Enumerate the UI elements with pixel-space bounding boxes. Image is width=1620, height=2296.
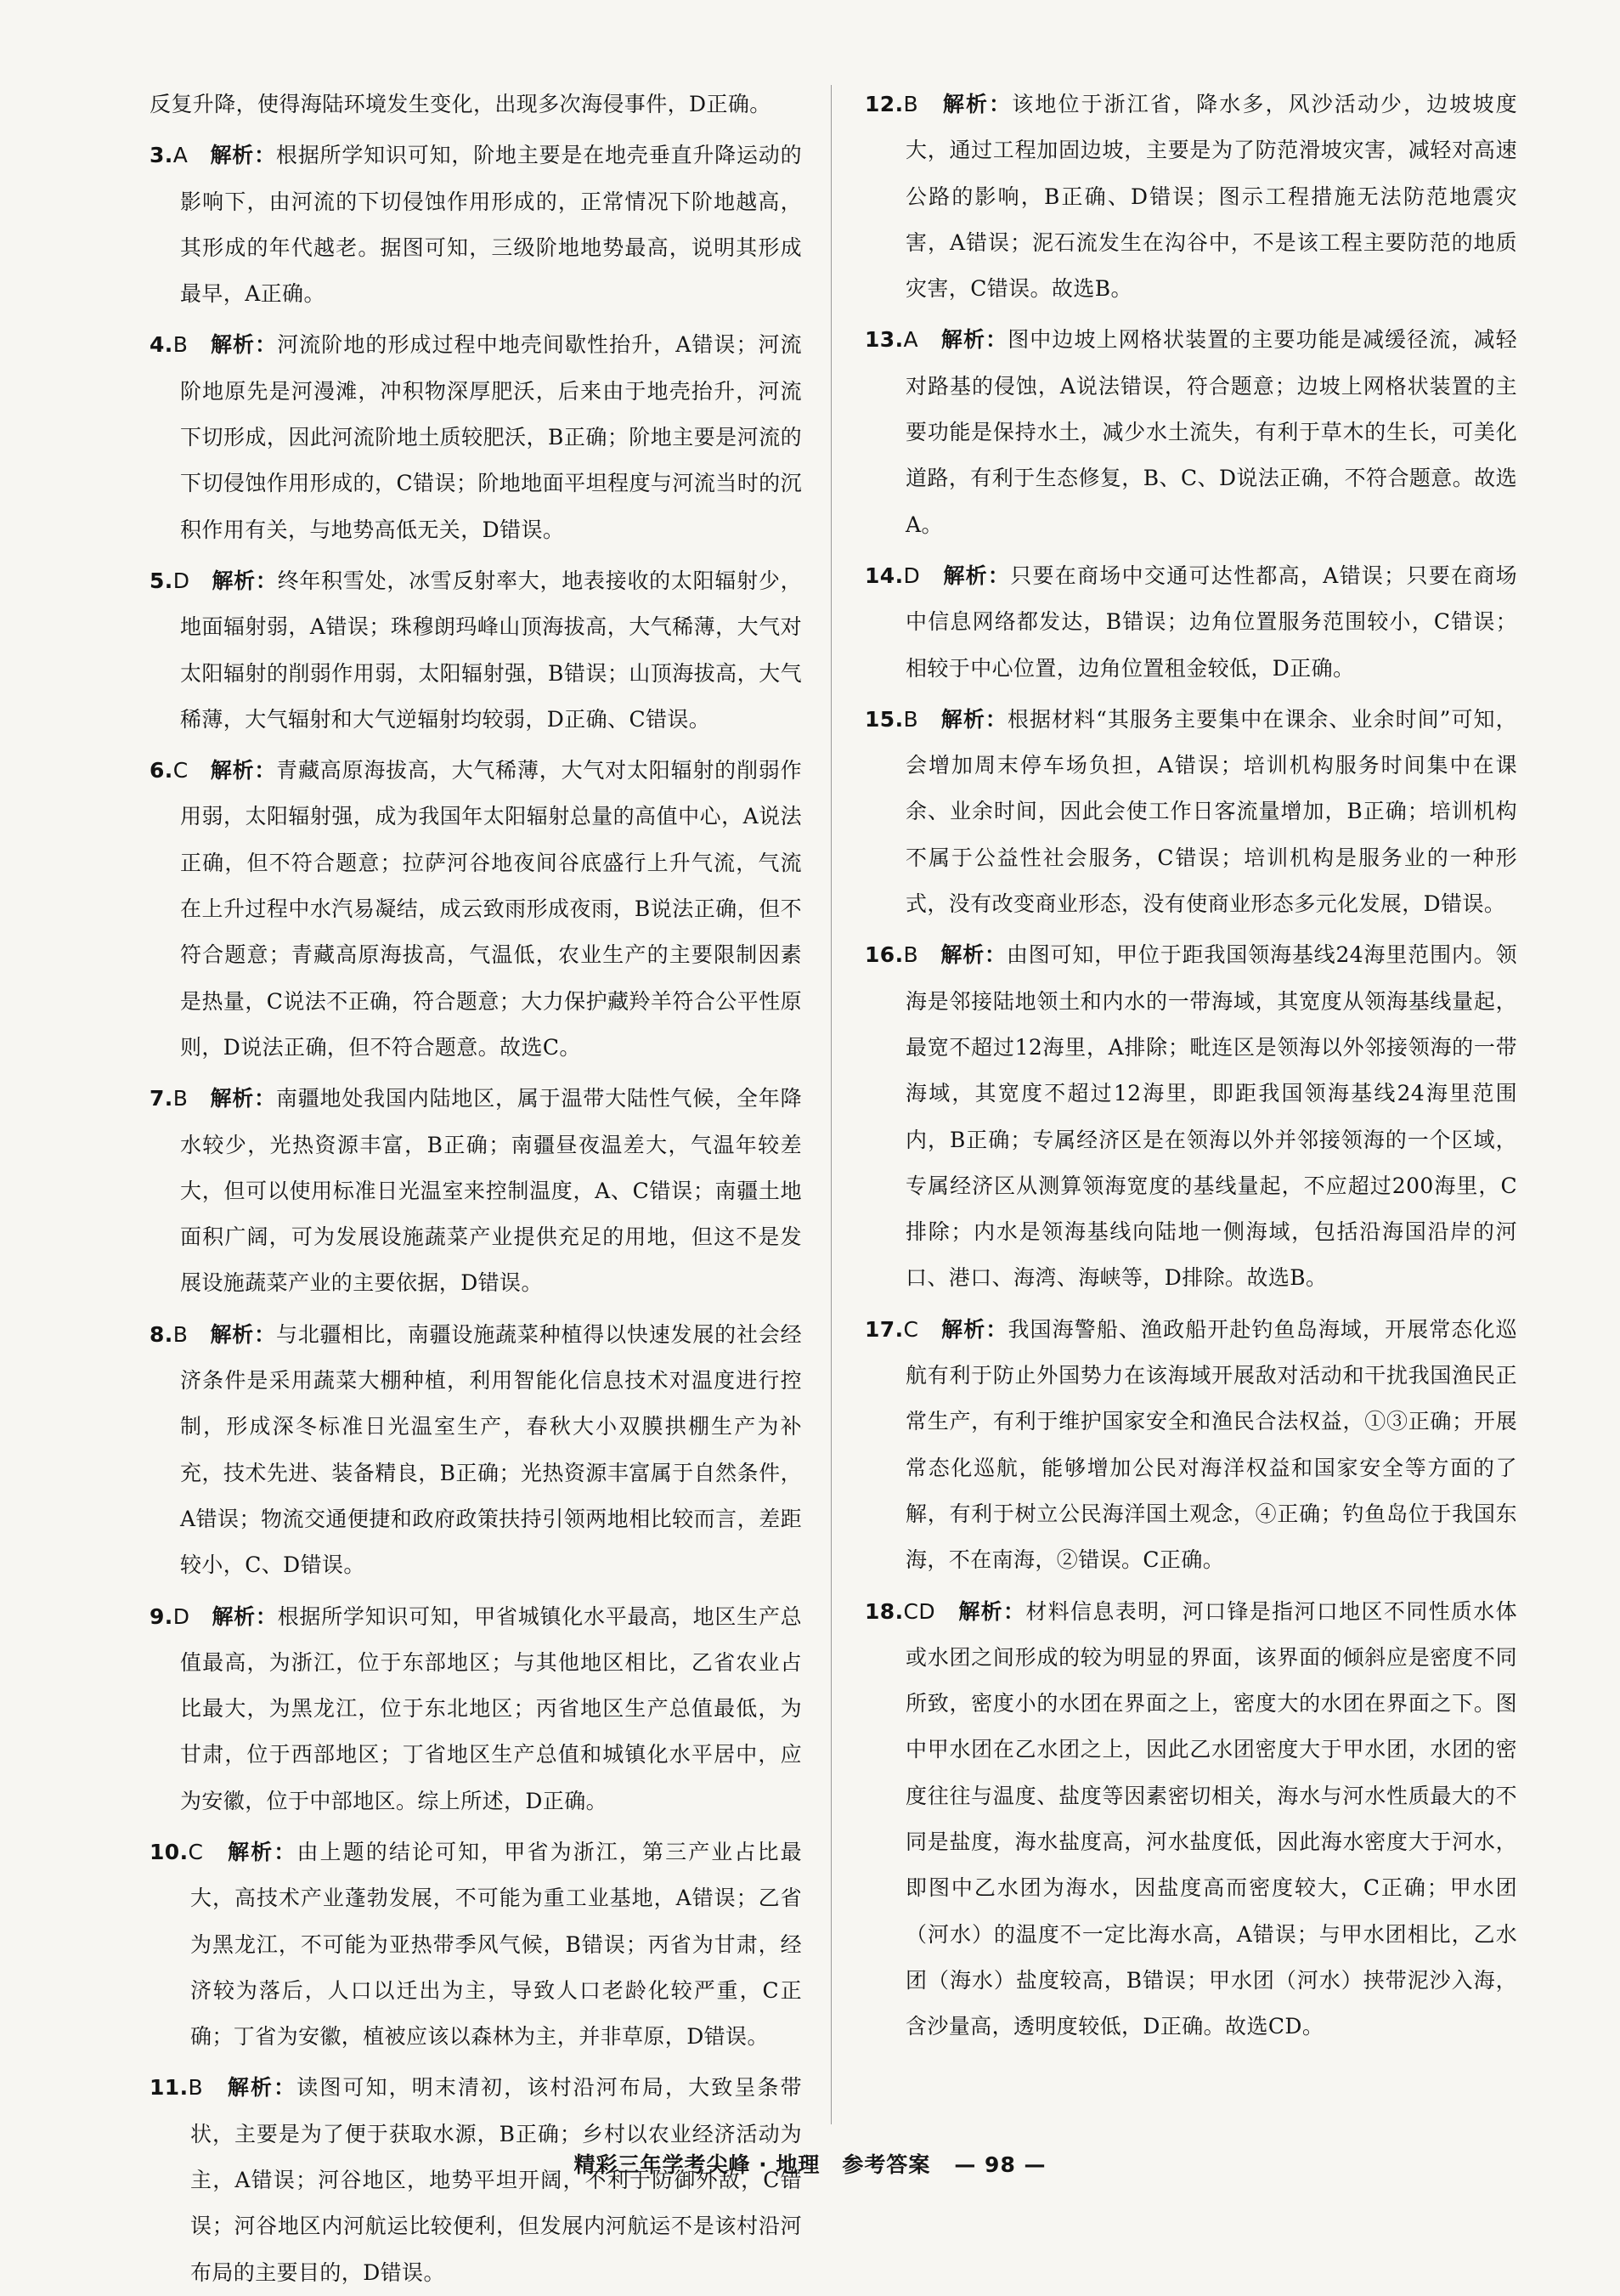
answer-item-3: 3.A 解析：根据所学知识可知，阶地主要是在地壳垂直升降运动的影响下，由河流的下切侵蚀作用形成的，正常情况下阶地越高，其形成的年代越老。据图可知，三级阶地地势最高，说明其形成最早，A正确。 [150,143,803,307]
column-divider [831,85,832,2124]
answer-continuation: 反复升降，使得海陆环境发生变化，出现多次海侵事件，D正确。 [150,92,771,116]
answer-item-6: 6.C 解析：青藏高原海拔高，大气稀薄，大气对太阳辐射的削弱作用弱，太阳辐射强，成为我国年太阳辐射总量的高值中心，A说法正确，但不符合题意；拉萨河谷地夜间谷底盛行上升气流，气流在上升过程中水汽易凝结，成云致雨形成夜雨，B说法正确，但不符合题意；青藏高原海拔高，气温低，农业生产的主要限制因素是热量，C说法不正确，符合题意；大力保护藏羚羊符合公平性原则，D说法正确，但不符合题意。故选C。 [150,758,802,1060]
answer-item-8: 8.B 解析：与北疆相比，南疆设施蔬菜种植得以快速发展的社会经济条件是采用蔬菜大棚种植，利用智能化信息技术对温度进行控制，形成深冬标准日光温室生产，春秋大小双膜拱棚生产为补充，技术先进、装备精良，B正确；光热资源丰富属于自然条件，A错误；物流交通便捷和政府政策扶持引领两地相比较而言，差距较小，C、D错误。 [150,1321,802,1578]
answer-item-4: 4.B 解析：河流阶地的形成过程中地壳间歇性抬升，A错误；河流阶地原先是河漫滩，冲积物深厚肥沃，后来由于地壳抬升，河流下切形成，因此河流阶地土质较肥沃，B正确；阶地主要是河流的下切侵蚀作用形成的，C错误；阶地地面平坦程度与河流当时的沉积作用有关，与地势高低无关，D错误。 [150,332,803,542]
page-footer [0,2148,1620,2179]
answer-item-5: 5.D 解析：终年积雪处，冰雪反射率大，地表接收的太阳辐射少，地面辐射弱，A错误；珠穆朗玛峰山顶海拔高，大气稀薄，大气对太阳辐射的削弱作用弱，太阳辐射强，B错误；山顶海拔高，大气稀薄，大气辐射和大气逆辐射均较弱，D正确、C错误。 [150,568,802,732]
page-number: — 98 — [954,2152,1047,2177]
answer-item-10: 10.C 解析：由上题的结论可知，甲省为浙江，第三产业占比最大，高技术产业蓬勃发展，不可能为重工业基地，A错误；乙省为黑龙江，不可能为亚热带季风气候，B错误；丙省为甘肃，经济较为落后，人口以迁出为主，导致人口老龄化较严重，C正确；丁省为安徽，植被应该以森林为主，并非草原，D错误。 [150,1839,803,2050]
answer-item-13: 13.A 解析：图中边坡上网格状装置的主要功能是减缓径流，减轻对路基的侵蚀，A说法错误，符合题意；边坡上网格状装置的主要功能是保持水土，减少水土流失，有利于草木的生长，可美化道路，有利于生态修复，B、C、D说法正确，不符合题意。故选A。 [865,327,1518,537]
answer-item-9: 9.D 解析：根据所学知识可知，甲省城镇化水平最高，地区生产总值最高，为浙江，位于东部地区；与其他地区相比，乙省农业占比最大，为黑龙江，位于东北地区；丙省地区生产总值最低，为甘肃，位于西部地区；丁省地区生产总值和城镇化水平居中，应为安徽，位于中部地区。综上所述，D正确。 [150,1603,802,1813]
right-column [865,82,1517,2125]
answer-item-17: 17.C 解析：我国海警船、渔政船开赴钓鱼岛海域，开展常态化巡航有利于防止外国势力在该海域开展敌对活动和干扰我国渔民正常生产，有利于维护国家安全和渔民合法权益，①③正确；开展常态化巡航，能够增加公民对海洋权益和国家安全等方面的了解，有利于树立公民海洋国土观念，④正确；钓鱼岛位于我国东海，不在南海，②错误。C正确。 [865,1316,1517,1573]
footer-title: 精彩三年学考尖峰 · 地理 参考答案 [573,2152,931,2177]
answer-item-11: 11.B 解析：读图可知，明末清初，该村沿河布局，大致呈条带状，主要是为了便于获取水源，B正确；乡村以农业经济活动为主，A错误；河谷地区，地势平坦开阔，不利于防御外敌，C错误；河谷地区内河航运比较便利，但发展内河航运不是该村沿河布局的主要目的，D错误。 [150,2075,802,2285]
answer-item-14: 14.D 解析：只要在商场中交通可达性都高，A错误；只要在商场中信息网络都发达，B错误；边角位置服务范围较小，C错误；相较于中心位置，边角位置租金较低，D正确。 [865,563,1518,681]
answer-item-16: 16.B 解析：由图可知，甲位于距我国领海基线24海里范围内。领海是邻接陆地领土和内水的一带海域，其宽度从领海基线量起，最宽不超过12海里，A排除；毗连区是领海以外邻接领海的一带海域，其宽度不超过12海里，即距我国领海基线24海里范围内，B正确；专属经济区是在领海以外并邻接领海的一个区域，专属经济区从测算领海宽度的基线量起，不应超过200海里，C排除；内水是领海基线向陆地一侧海域，包括沿海国沿岸的河口、港口、海湾、海峡等，D排除。故选B。 [865,942,1518,1291]
answer-item-7: 7.B 解析：南疆地处我国内陆地区，属于温带大陆性气候，全年降水较少，光热资源丰富，B正确；南疆昼夜温差大，气温年较差大，但可以使用标准日光温室来控制温度，A、C错误；南疆土地面积广阔，可为发展设施蔬菜产业提供充足的用地，但这不是发展设施蔬菜产业的主要依据，D错误。 [150,1086,802,1296]
answer-item-18: 18.CD 解析：材料信息表明，河口锋是指河口地区不同性质水体或水团之间形成的较为明显的界面，该界面的倾斜应是密度不同所致，密度小的水团在界面之上，密度大的水团在界面之下。图中甲水团在乙水团之上，因此乙水团密度大于甲水团，水团的密度往往与温度、盐度等因素密切相关，海水与河水性质最大的不同是盐度，海水盐度高，河水盐度低，因此海水密度大于河水，即图中乙水团为海水，因盐度高而密度较大，C正确；甲水团（河水）的温度不一定比海水高，A错误；与甲水团相比，乙水团（海水）盐度较高，B错误；甲水团（河水）挟带泥沙入海，含沙量高，透明度较低，D正确。故选CD。 [865,1598,1518,2039]
answer-item-12: 12.B 解析：该地位于浙江省，降水多，风沙活动少，边坡坡度大，通过工程加固边坡，主要是为了防范滑坡灾害，减轻对高速公路的影响，B正确、D错误；图示工程措施无法防范地震灾害，A错误；泥石流发生在沟谷中，不是该工程主要防范的地质灾害，C错误。故选B。 [865,92,1517,302]
answer-item-15: 15.B 解析：根据材料“其服务主要集中在课余、业余时间”可知，会增加周末停车场负担，A错误；培训机构服务时间集中在课余、业余时间，因此会使工作日客流量增加，B正确；培训机构不属于公益性社会服务，C错误；培训机构是服务业的一种形式，没有改变商业形态，没有使商业形态多元化发展，D错误。 [865,706,1517,917]
